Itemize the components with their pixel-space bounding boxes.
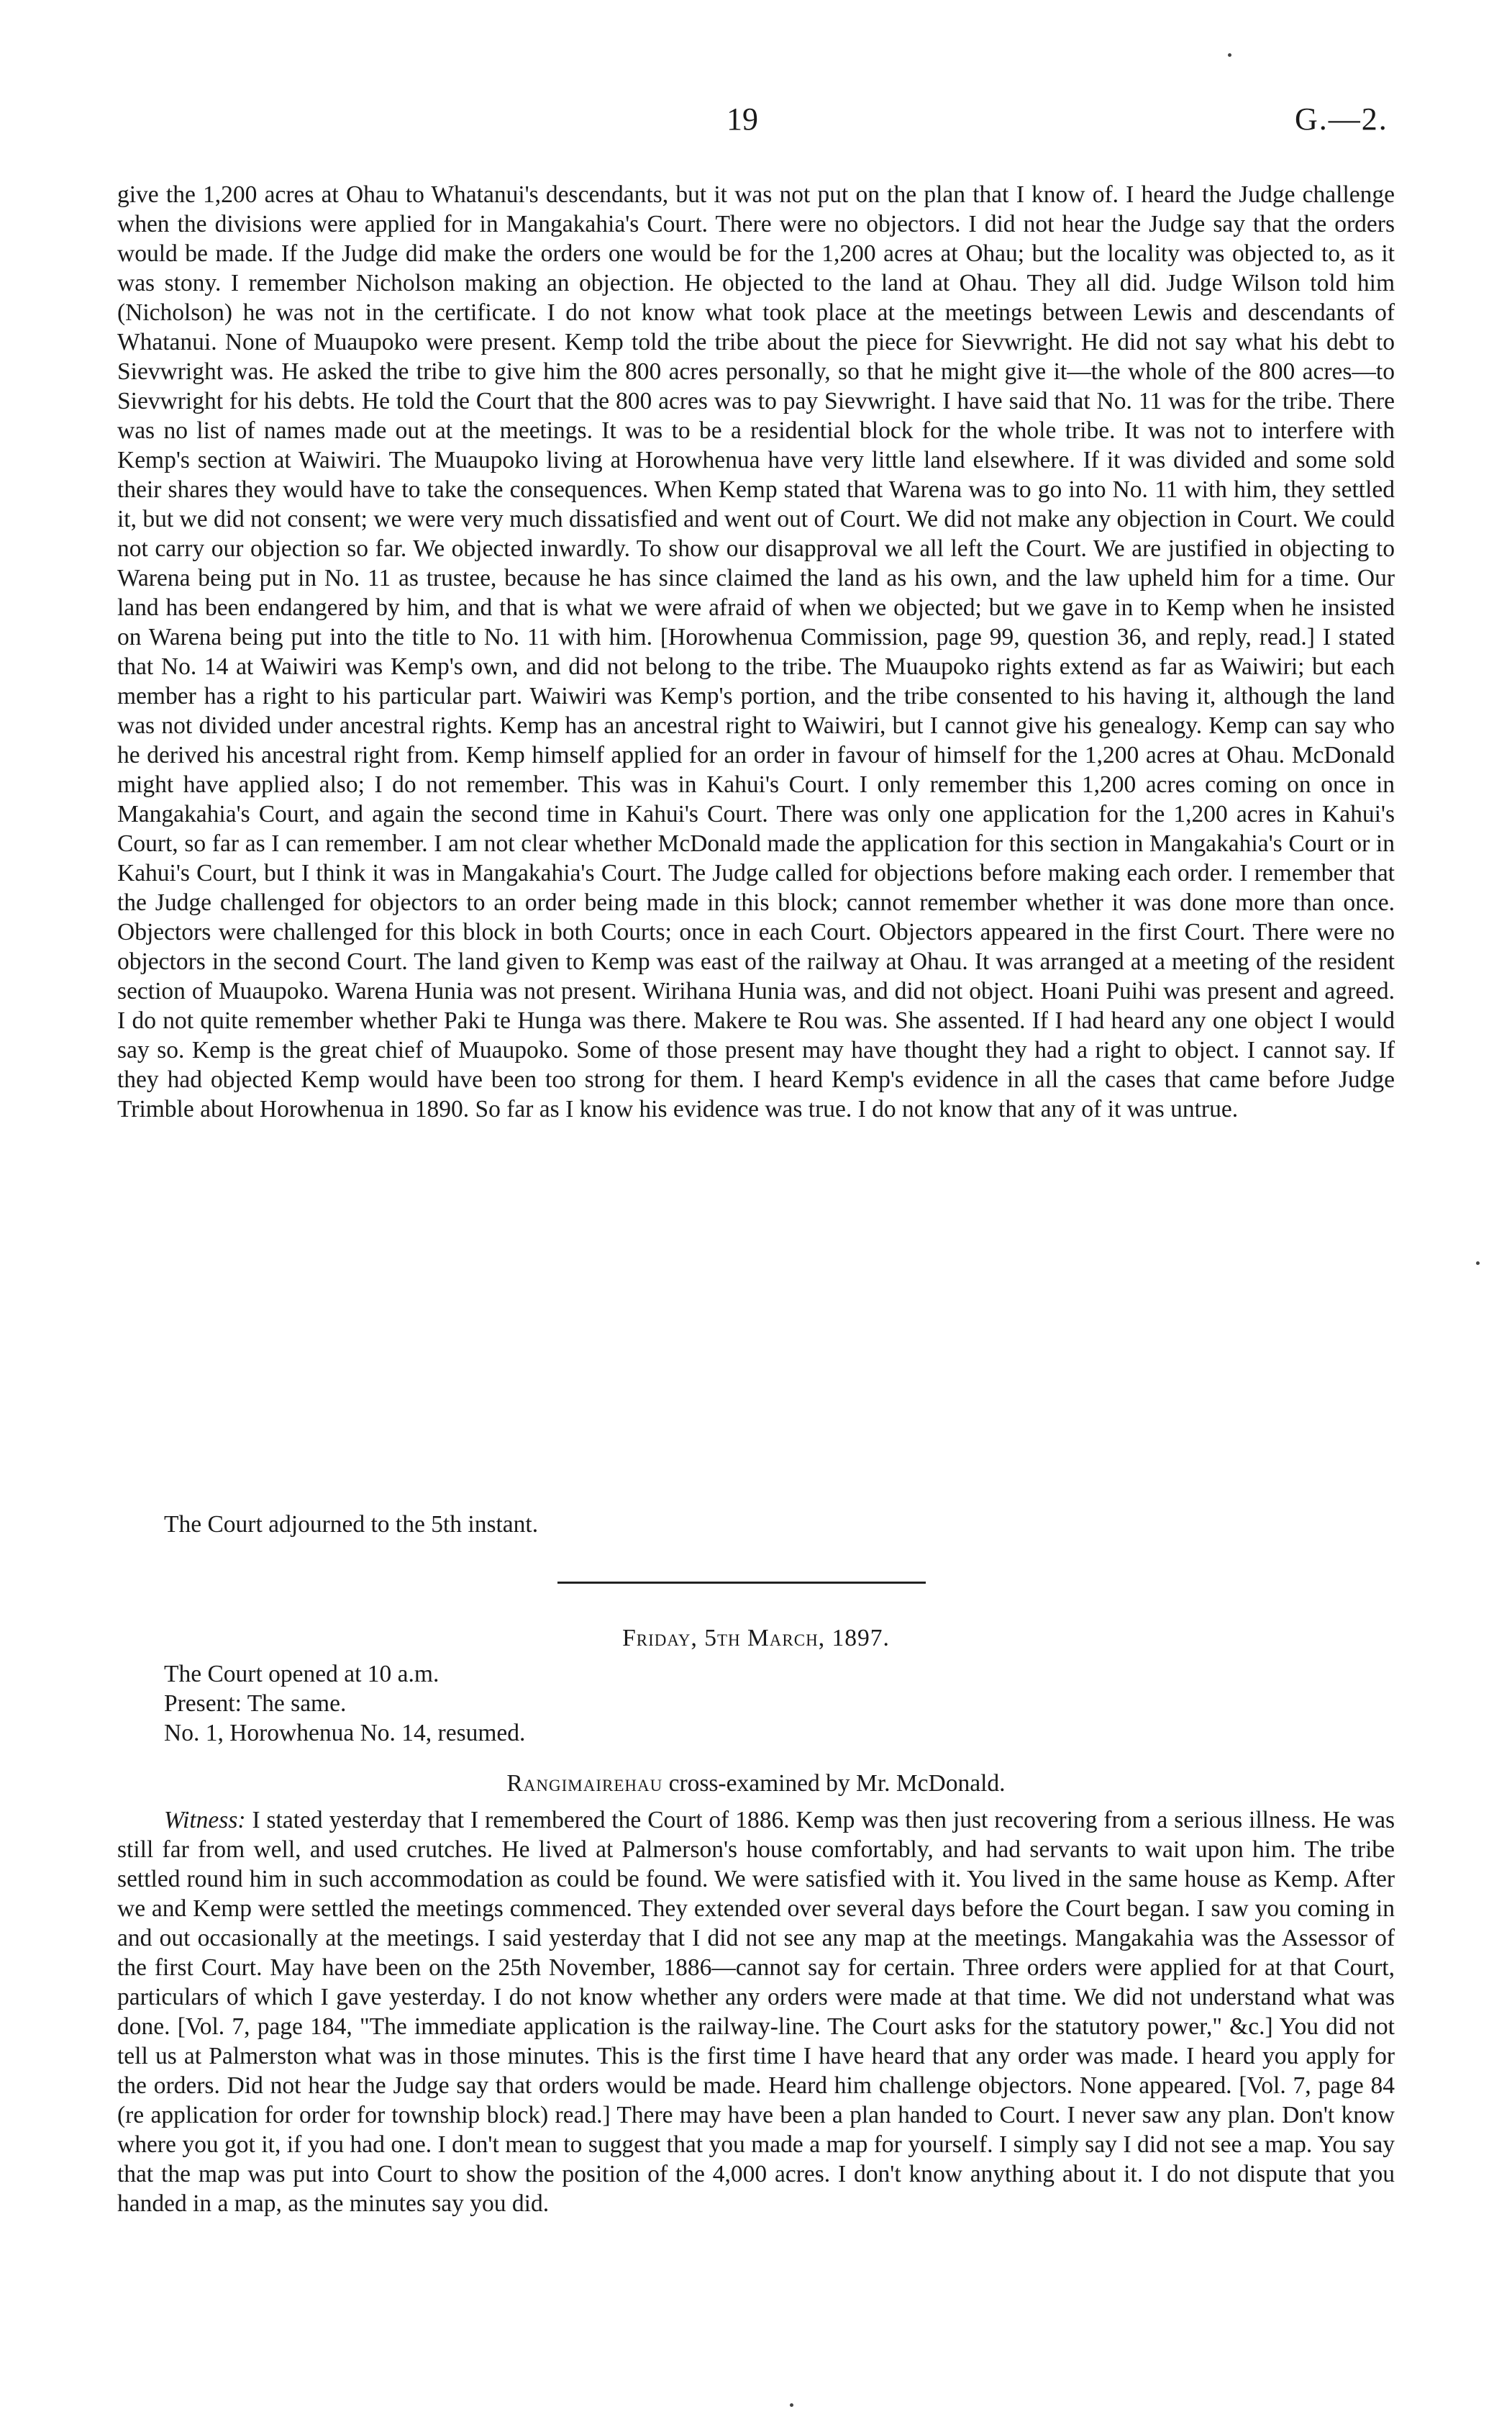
paper-speck [1228,53,1231,57]
section-divider [557,1582,926,1584]
series-code: G.—2. [1295,101,1388,137]
page-number: 19 [727,101,758,137]
page-header [0,101,1512,144]
court-opening-lines [164,1659,525,1748]
testimony-paragraph-2 [117,1805,1395,2218]
witness-label: Witness: [164,1807,246,1833]
opening-line: No. 1, Horowhenua No. 14, resumed. [164,1720,526,1746]
cross-examination-heading [0,1769,1512,1798]
paper-speck [790,2403,793,2407]
cross-examination-rest: cross-examined by Mr. McDonald. [662,1770,1006,1797]
opening-line: Present: The same. [164,1690,347,1717]
adjournment-note: The Court adjourned to the 5th instant. [164,1511,539,1538]
testimony-paragraph-1: give the 1,200 acres at Ohau to Whatanui's descendants, but it was not put on the plan that I know of. I heard the Judge challenge when the divisions were applied for in Mangakahia's Court. There were no objectors. I did not hear the Judge say that the orders would be made. If the Judge did make the orders one would be for the 1,200 acres at Ohau; but the locality was objected to, as it was stony. I remember Nicholson making an objection. He objected to the land at Ohau. They all did. Judge Wilson told him (Nicholson) he was not in the certificate. I do not know what took place at the meetings between Lewis and descendants of Whatanui. None of Muaupoko were present. Kemp told the tribe about the piece for Sievwright. He did not say what his debt to Sievwright was. He asked the tribe to give him the 800 acres personally, so that he might give it—the whole of the 800 acres—to Sievwright for his debts. He told the Court that the 800 acres was to pay Sievwright. I have said that No. 11 was for the tribe. There was no list of names made out at the meetings. It was to be a residential block for the whole tribe. It was not to interfere with Kemp's section at Waiwiri. The Muaupoko living at Horowhenua have very little land elsewhere. If it was divided and some sold their shares they would have to take the consequences. When Kemp stated that Warena was to go into No. 11 with him, they settled it, but we did not consent; we were very much dissatisfied and went out of Court. We did not make any objection in Court. We could not carry our objection so far. We objected inwardly. To show our disapproval we all left the Court. We are justified in objecting to Warena being put in No. 11 as trustee, because he has since claimed the land as his own, and the law upheld him for a time. Our land has been endangered by him, and that is what we were afraid of when we objected; but we gave in to Kemp when he insisted on Warena being put into the title to No. 11 with him. [Horowhenua Commission, page 99, question 36, and reply, read.] I stated that No. 14 at Waiwiri was Kemp's own, and did not belong to the tribe. The Muaupoko rights extend as far as Waiwiri; but each member has a right to his particular part. Waiwiri was Kemp's portion, and the tribe consented to his having it, although the land was not divided under ancestral rights. Kemp has an ancestral right to Waiwiri, but I cannot give his genealogy. Kemp can say who he derived his ancestral right from. Kemp himself applied for an order in favour of himself for the 1,200 acres at Ohau. McDonald might have applied also; I do not remember. This was in Kahui's Court. I only remember this 1,200 acres coming on once in Mangakahia's Court, and again the second time in Kahui's Court. There was only one application for the 1,200 acres in Kahui's Court, so far as I can remember. I am not clear whether McDonald made the application for this section in Mangakahia's Court or in Kahui's Court, but I think it was in Mangakahia's Court. The Judge called for objections before making each order. I remember that the Judge challenged for objectors to an order being made in this block; cannot remember whether it was done more than once. Objectors were challenged for this block in both Courts; once in each Court. Objectors appeared in the first Court. There were no objectors in the second Court. The land given to Kemp was east of the railway at Ohau. It was arranged at a meeting of the resident section of Muaupoko. Warena Hunia was not present. Wirihana Hunia was, and did not object. Hoani Puihi was present and agreed. I do not quite remember whether Paki te Hunga was there. Makere te Rou was. She assented. If I had heard any one object I would say so. Kemp is the great chief of Muaupoko. Some of those present may have thought they had a right to object. I cannot say. If they had objected Kemp would have been too strong for them. I heard Kemp's evidence in all the cases that came before Judge Trimble about Horowhenua in 1890. So far as I know his evidence was true. I do not know that any of it was untrue. [117,181,1395,1122]
paper-speck [1476,1261,1480,1265]
paragraph-2-text: I stated yesterday that I remembered the Court of 1886. Kemp was then just recovering from a serious illness. He was still far from well, and used crutches. He lived at Palmerson's house comfortably, and had servants to wait upon him. The tribe settled round him in such accommodation as could be found. We were satisfied with it. You lived in the same house as Kemp. After we and Kemp were settled the meetings commenced. They extended over several days before the Court began. I saw you coming in and out occasionally at the meetings. I said yesterday that I did not see any map at the meetings. Mangakahia was the Assessor of the first Court. May have been on the 25th November, 1886—cannot say for certain. Three orders were applied for at that Court, particulars of which I gave yesterday. I do not know whether any orders were made at that time. We did not understand what was done. [Vol. 7, page 184, "The immediate application is the railway-line. The Court asks for the statutory power," &c.] You did not tell us at Palmerston what was in those minutes. This is the first time I have heard that any order was made. I heard you apply for the orders. Did not hear the Judge say that orders would be made. Heard him challenge objectors. None appeared. [Vol. 7, page 84 (re application for order for township block) read.] There may have been a plan handed to Court. I never saw any plan. Don't know where you got it, if you had one. I don't mean to suggest that you made a map for yourself. I simply say I did not see a map. You say that the map was put into Court to show the position of the 4,000 acres. I don't know anything about it. I do not dispute that you handed in a map, as the minutes say you did. [117,1807,1395,2217]
opening-line: The Court opened at 10 a.m. [164,1661,440,1687]
date-heading: Friday, 5th March, 1897. [622,1625,890,1651]
witness-name: Rangimairehau [506,1770,663,1797]
